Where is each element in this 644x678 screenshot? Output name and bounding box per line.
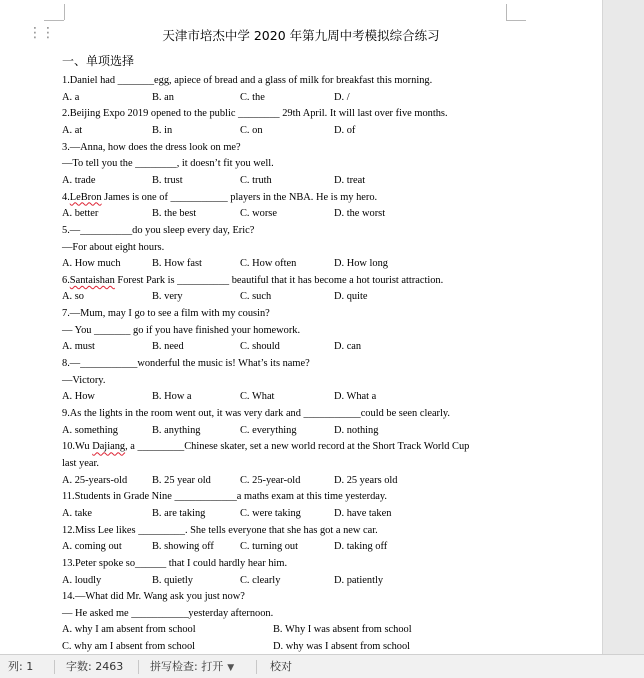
question-text: — You _______ go if you have finished your homework. <box>62 324 301 336</box>
answer-option: C. everything <box>240 424 297 436</box>
answer-option: A. coming out <box>62 541 122 553</box>
answer-option: B. 25 year old <box>152 474 211 486</box>
answer-option: C. such <box>240 291 272 303</box>
answer-option: A. How much <box>62 258 121 270</box>
question-text <box>62 440 469 454</box>
status-bar <box>0 654 644 678</box>
question-text: 2.Beijing Expo 2019 opened to the public ________ 29th April. It will last over five months. <box>62 108 448 120</box>
answer-option: A. better <box>62 208 99 220</box>
answer-option: B. an <box>152 91 174 103</box>
answer-option: A. loudly <box>62 574 102 586</box>
answer-option: A. why I am absent from school <box>62 624 196 636</box>
answer-option: D. can <box>334 341 362 353</box>
answer-option: A. a <box>62 91 80 103</box>
question-text: 14.—What did Mr. Wang ask you just now? <box>62 591 245 603</box>
answer-option: C. clearly <box>240 574 281 586</box>
question-text: last year. <box>62 457 99 469</box>
answer-option: B. trust <box>152 174 183 186</box>
answer-option: D. have taken <box>334 507 392 519</box>
answer-option: C. the <box>240 91 265 103</box>
answer-option: B. are taking <box>152 507 206 519</box>
question-text: — He asked me ___________yesterday afternoon. <box>62 607 274 619</box>
status-separator <box>138 660 139 674</box>
status-separator <box>256 660 257 674</box>
question-text-part: 10.Wu <box>62 441 93 453</box>
answer-option: A. something <box>62 424 118 436</box>
answer-option: A. at <box>62 124 83 136</box>
question-text: —To tell you the ________, it doesn’t fit you well. <box>62 158 274 170</box>
crop-mark-top-right-v <box>506 4 507 20</box>
document-title: 天津市培杰中学 2020 年第九周中考模拟综合练习 <box>162 28 440 43</box>
answer-option: D. nothing <box>334 424 379 436</box>
chevron-down-icon: ▼ <box>227 663 235 673</box>
answer-option: A. so <box>62 291 84 303</box>
answer-option: B. very <box>152 291 183 303</box>
answer-option: B. in <box>152 124 173 136</box>
answer-option: C. 25-year-old <box>240 474 301 486</box>
answer-option: C. on <box>240 124 263 136</box>
question-text: 8.—___________wonderful the music is! What’s its name? <box>62 358 310 370</box>
answer-option: B. showing off <box>152 541 214 553</box>
status-spell-check[interactable] <box>150 659 234 676</box>
status-proofread[interactable]: 校对 <box>270 660 292 673</box>
crop-mark-top-left-h <box>44 20 64 21</box>
spell-check-label: 拼写检查: 打开 <box>150 660 224 673</box>
spelling-error-word[interactable]: Dajiang <box>92 441 126 453</box>
drag-handle-icon[interactable]: ⋮⋮ <box>28 25 54 41</box>
answer-option: C. How often <box>240 258 297 270</box>
question-text-part: , a _________Chinese skater, set a new world record at the Short Track World Cup <box>125 441 470 453</box>
answer-option: D. patiently <box>334 574 384 586</box>
answer-option: D. the worst <box>334 208 386 220</box>
answer-option: D. why was I absent from school <box>273 641 411 653</box>
answer-option: D. quite <box>334 291 368 303</box>
question-text: 12.Miss Lee likes _________. She tells everyone that she has got a new car. <box>62 524 378 536</box>
spelling-error-word[interactable]: LeBron <box>69 191 102 203</box>
right-gutter <box>602 0 644 654</box>
question-text: —Victory. <box>62 374 106 386</box>
answer-option: D. 25 years old <box>334 474 398 486</box>
answer-option: A. How <box>62 391 95 403</box>
answer-option: D. treat <box>334 174 366 186</box>
answer-option: C. What <box>240 391 275 403</box>
answer-option: C. should <box>240 341 280 353</box>
question-text: 11.Students in Grade Nine ____________a maths exam at this time yesterday. <box>62 491 388 503</box>
status-column: 列: 1 <box>8 660 34 673</box>
answer-option: B. the best <box>152 208 197 220</box>
answer-option: B. need <box>152 341 184 353</box>
question-text: —For about eight hours. <box>62 241 165 253</box>
answer-option: D. of <box>334 124 356 136</box>
answer-option: B. Why I was absent from school <box>273 624 412 636</box>
section-heading: 一、单项选择 <box>62 54 135 68</box>
status-separator <box>54 660 55 674</box>
answer-option: D. What a <box>334 391 377 403</box>
answer-option: B. How a <box>152 391 192 403</box>
spelling-error-word[interactable]: Santaishan <box>69 274 115 286</box>
question-text-part: James is one of ___________ players in the NBA. He is my hero. <box>101 191 378 203</box>
answer-option: D. / <box>334 91 350 103</box>
answer-option: A. must <box>62 341 95 353</box>
question-text: 1.Daniel had _______egg, apiece of bread and a glass of milk for breakfast this morning. <box>62 75 433 86</box>
question-text: 13.Peter spoke so______ that I could hardly hear him. <box>62 557 288 569</box>
answer-option: C. truth <box>240 174 272 186</box>
answer-option: B. quietly <box>152 574 193 586</box>
answer-option: A. trade <box>62 174 96 186</box>
answer-option: A. 25-years-old <box>62 474 128 486</box>
answer-option: C. worse <box>240 208 277 220</box>
answer-option: C. turning out <box>240 541 299 553</box>
crop-mark-top-right-h <box>506 20 526 21</box>
answer-option: A. take <box>62 507 93 519</box>
question-text: 7.—Mum, may I go to see a film with my cousin? <box>62 308 270 320</box>
question-text-part: 4. <box>62 191 70 203</box>
answer-option: C. were taking <box>240 507 301 519</box>
question-text <box>62 191 377 205</box>
answer-option: B. anything <box>152 424 201 436</box>
answer-option: B. How fast <box>152 258 202 270</box>
question-text: 5.—__________do you sleep every day, Eric? <box>62 224 255 236</box>
question-text: 3.—Anna, how does the dress look on me? <box>62 141 241 153</box>
question-text <box>62 274 443 288</box>
answer-option: D. How long <box>334 258 388 270</box>
status-word-count[interactable]: 字数: 2463 <box>66 660 124 673</box>
answer-option: D. taking off <box>334 541 388 553</box>
question-text-part: 6. <box>62 274 70 286</box>
crop-mark-top-left-v <box>64 4 65 20</box>
question-text-part: Forest Park is __________ beautiful that it has become a hot tourist attraction. <box>114 274 444 286</box>
answer-option: C. why am I absent from school <box>62 641 196 653</box>
question-text: 9.As the lights in the room went out, it was very dark and ___________could be seen clearly. <box>62 408 451 419</box>
